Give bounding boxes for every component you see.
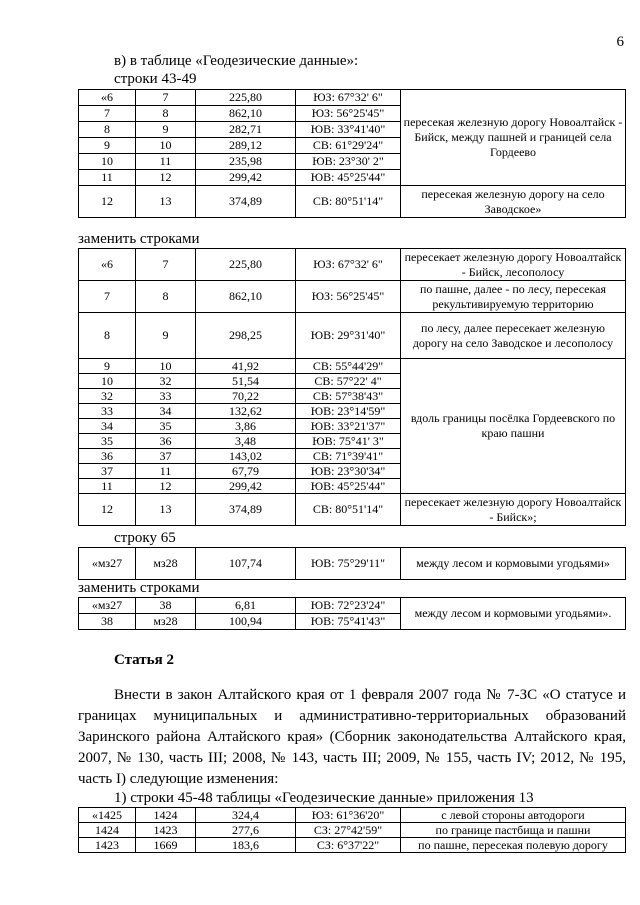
cell: ЮВ: 29°31'40"	[296, 313, 401, 359]
cell: 8	[136, 106, 196, 122]
cell: ЮВ: 75°29'11"	[296, 548, 401, 580]
cell: 34	[79, 419, 136, 434]
cell: СВ: 61°29'24"	[296, 138, 401, 154]
intro-b: в) в таблице «Геодезические данные»:	[114, 53, 359, 69]
cell: 35	[79, 434, 136, 449]
cell: «6	[79, 249, 136, 281]
cell: 374,89	[196, 186, 296, 218]
cell: мз28	[136, 614, 196, 630]
article-text: Внести в закон Алтайского края от 1 февраля 2007 года № 7-ЗС «О статусе и границах муниципальных и административно-территориальных образований Заринского района Алтайского края» (Сборник законодательства Алтайского края, 2007, № 130, часть III; 2008, № 143, часть III; 2009, № 155, часть IV; 2012, № 195, часть I) следующие изменения:	[78, 687, 626, 787]
table-row	[79, 281, 626, 313]
cell: ЮВ: 45°25'44"	[296, 170, 401, 186]
cell: 107,74	[196, 548, 296, 580]
cell: 100,94	[196, 614, 296, 630]
cell: 12	[79, 186, 136, 218]
cell: 9	[136, 122, 196, 138]
cell: ЮЗ: 56°25'45"	[296, 281, 401, 313]
cell: по пашне, пересекая полевую дорогу	[401, 838, 626, 853]
cell: 34	[136, 404, 196, 419]
cell: с левой стороны автодороги	[401, 808, 626, 823]
cell: 6,81	[196, 598, 296, 614]
cell: СЗ: 27°42'59"	[296, 823, 401, 838]
cell: 67,79	[196, 464, 296, 479]
item-1-label: 1) строки 45-48 таблицы «Геодезические данные» приложения 13	[114, 790, 534, 806]
description-cell: вдоль границы посёлка Гордеевского по краю пашни	[401, 359, 626, 494]
cell: СЗ: 6°37'22"	[296, 838, 401, 853]
cell: 13	[136, 186, 196, 218]
article-heading: Статья 2	[114, 652, 174, 668]
cell: ЮВ: 33°21'37"	[296, 419, 401, 434]
cell: ЮВ: 23°30' 2"	[296, 154, 401, 170]
cell: 132,62	[196, 404, 296, 419]
cell: 11	[136, 464, 196, 479]
cell: 299,42	[196, 170, 296, 186]
cell: 9	[79, 359, 136, 374]
cell: 289,12	[196, 138, 296, 154]
cell: 11	[79, 170, 136, 186]
cell: СВ: 80°51'14"	[296, 186, 401, 218]
cell: 12	[79, 494, 136, 526]
cell: СВ: 71°39'41"	[296, 449, 401, 464]
cell: по границе пастбища и пашни	[401, 823, 626, 838]
cell: СВ: 55°44'29"	[296, 359, 401, 374]
cell: 38	[79, 614, 136, 630]
cell: 41,92	[196, 359, 296, 374]
cell: 3,86	[196, 419, 296, 434]
cell: 3,48	[196, 434, 296, 449]
description-cell: между лесом и кормовыми угодьями».	[401, 598, 626, 630]
cell: 32	[136, 374, 196, 389]
cell: 1423	[79, 838, 136, 853]
replace-rows-label: заменить строками	[78, 231, 200, 247]
cell: 38	[136, 598, 196, 614]
cell: 13	[136, 494, 196, 526]
cell: 8	[136, 281, 196, 313]
description-cell: между лесом и кормовыми угодьями»	[401, 548, 626, 580]
cell: 11	[136, 154, 196, 170]
cell: 143,02	[196, 449, 296, 464]
row-65-label: строку 65	[114, 530, 176, 546]
description-cell: пересекает железную дорогу Новоалтайск - Бийск, лесополосу	[401, 249, 626, 281]
table-row	[79, 186, 626, 218]
page-number: 6	[616, 34, 624, 50]
cell: СВ: 57°22' 4"	[296, 374, 401, 389]
cell: 7	[136, 90, 196, 106]
cell: 1423	[136, 823, 196, 838]
cell: 7	[136, 249, 196, 281]
cell: 1424	[136, 808, 196, 823]
cell: 32	[79, 389, 136, 404]
table-new-row-65	[78, 597, 626, 630]
cell: «6	[79, 90, 136, 106]
description-cell: пересекает железную дорогу Новоалтайск - Бийск»;	[401, 494, 626, 526]
cell: 12	[136, 170, 196, 186]
cell: «мз27	[79, 598, 136, 614]
cell: 33	[79, 404, 136, 419]
cell: 33	[136, 389, 196, 404]
cell: «1425	[79, 808, 136, 823]
cell: ЮВ: 33°41'40"	[296, 122, 401, 138]
cell: 1669	[136, 838, 196, 853]
cell: СВ: 80°51'14"	[296, 494, 401, 526]
cell: 37	[79, 464, 136, 479]
cell: 7	[79, 106, 136, 122]
table-old-rows	[78, 89, 626, 218]
cell: 36	[79, 449, 136, 464]
table-row	[79, 823, 626, 838]
cell: 183,6	[196, 838, 296, 853]
table-row	[79, 494, 626, 526]
table-row	[79, 249, 626, 281]
description-cell: по пашне, далее - по лесу, пересекая рекультивируемую территорию	[401, 281, 626, 313]
cell: 225,80	[196, 90, 296, 106]
rows-43-49-label: строки 43-49	[114, 71, 197, 87]
table-row	[79, 838, 626, 853]
cell: ЮЗ: 61°36'20"	[296, 808, 401, 823]
cell: ЮЗ: 67°32' 6"	[296, 249, 401, 281]
cell: 51,54	[196, 374, 296, 389]
description-cell: по лесу, далее пересекает железную дорогу на село Заводское и лесополосу	[401, 313, 626, 359]
cell: 277,6	[196, 823, 296, 838]
cell: «мз27	[79, 548, 136, 580]
cell: ЮЗ: 56°25'45"	[296, 106, 401, 122]
cell: 10	[136, 138, 196, 154]
table-row	[79, 808, 626, 823]
cell: 70,22	[196, 389, 296, 404]
cell: 9	[136, 313, 196, 359]
cell: мз28	[136, 548, 196, 580]
description-cell: пересекая железную дорогу Новоалтайск - Бийск, между пашней и границей села Гордеево	[401, 90, 626, 186]
cell: 374,89	[196, 494, 296, 526]
cell: ЮВ: 45°25'44"	[296, 479, 401, 494]
cell: 299,42	[196, 479, 296, 494]
cell: 8	[79, 313, 136, 359]
cell: 298,25	[196, 313, 296, 359]
cell: 10	[136, 359, 196, 374]
table-row	[79, 313, 626, 359]
cell: 862,10	[196, 106, 296, 122]
cell: 7	[79, 281, 136, 313]
table-row	[79, 598, 626, 614]
cell: ЮВ: 23°30'34"	[296, 464, 401, 479]
cell: ЮВ: 75°41'43"	[296, 614, 401, 630]
cell: 12	[136, 479, 196, 494]
table-row	[79, 548, 626, 580]
cell: ЮВ: 75°41' 3"	[296, 434, 401, 449]
cell: 10	[79, 154, 136, 170]
cell: 35	[136, 419, 196, 434]
table-appendix-13	[78, 807, 626, 853]
cell: 235,98	[196, 154, 296, 170]
cell: ЮВ: 72°23'24"	[296, 598, 401, 614]
cell: 10	[79, 374, 136, 389]
cell: 11	[79, 479, 136, 494]
table-row	[79, 359, 626, 374]
cell: СВ: 57°38'43"	[296, 389, 401, 404]
cell: 862,10	[196, 281, 296, 313]
cell: 282,71	[196, 122, 296, 138]
cell: ЮЗ: 67°32' 6"	[296, 90, 401, 106]
cell: 324,4	[196, 808, 296, 823]
replace-rows-label-2: заменить строками	[78, 580, 200, 596]
cell: 8	[79, 122, 136, 138]
cell: 225,80	[196, 249, 296, 281]
description-cell: пересекая железную дорогу на село Заводское»	[401, 186, 626, 218]
cell: 36	[136, 434, 196, 449]
cell: 37	[136, 449, 196, 464]
table-new-rows	[78, 248, 626, 526]
table-row-65	[78, 547, 626, 580]
cell: ЮВ: 23°14'59"	[296, 404, 401, 419]
table-row	[79, 90, 626, 106]
cell: 9	[79, 138, 136, 154]
cell: 1424	[79, 823, 136, 838]
